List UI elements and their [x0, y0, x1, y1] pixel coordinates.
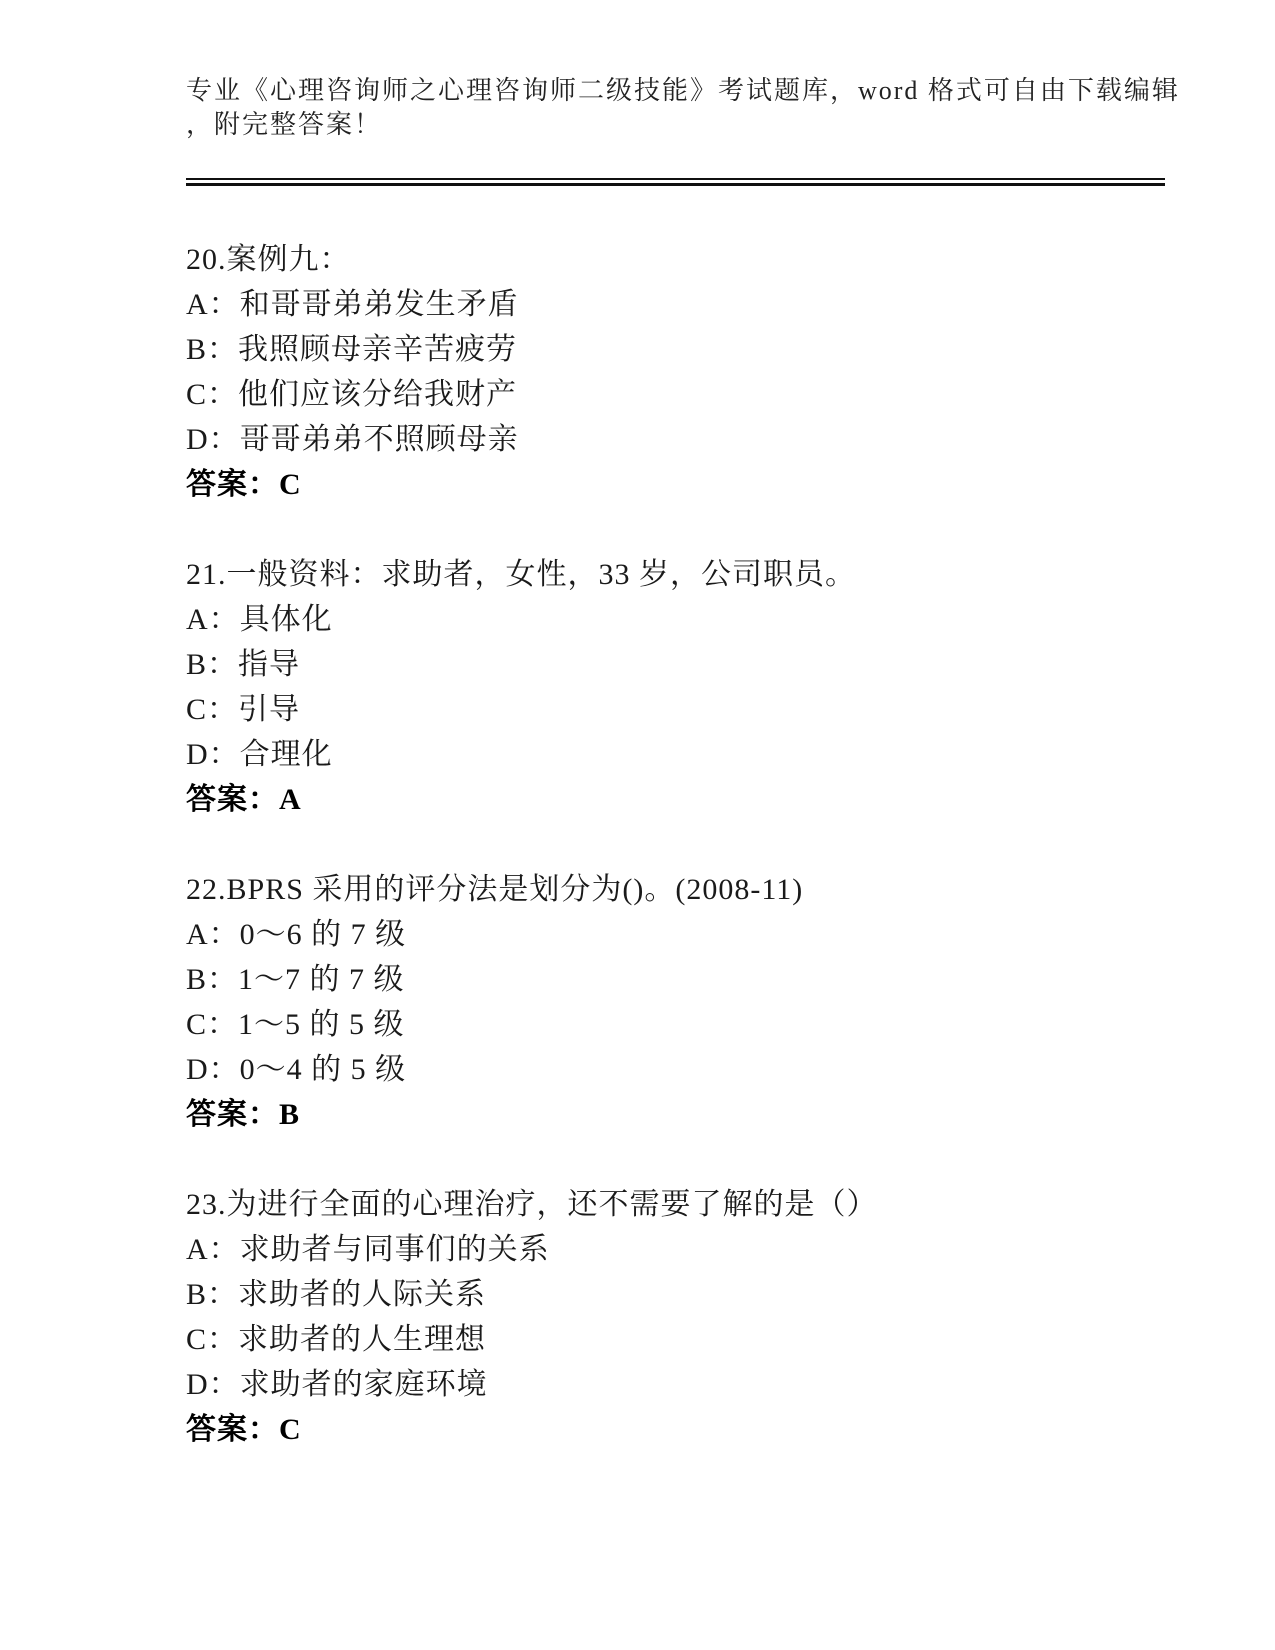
- question-20-answer: 答案：C: [186, 468, 302, 501]
- question-23-stem: 23.为进行全面的心理治疗，还不需要了解的是（）: [186, 1188, 878, 1221]
- question-22-stem: 22.BPRS 采用的评分法是划分为()。(2008-11): [186, 873, 804, 906]
- question-21-option-d: D：合理化: [186, 738, 333, 771]
- question-23-option-a: A：求助者与同事们的关系: [186, 1233, 550, 1266]
- question-20: [186, 237, 1165, 507]
- question-23-answer: 答案：C: [186, 1413, 302, 1446]
- doc-header-line-2: ，附完整答案！: [186, 110, 383, 139]
- question-20-option-d: D：哥哥弟弟不照顾母亲: [186, 423, 519, 456]
- question-21-stem: 21.一般资料：求助者，女性，33 岁，公司职员。: [186, 558, 856, 591]
- questions-area: [186, 237, 1165, 1452]
- question-23: [186, 1182, 1165, 1452]
- question-22-option-a: A：0～6 的 7 级: [186, 918, 407, 951]
- question-22: [186, 867, 1165, 1137]
- header-separator-rule: [186, 178, 1165, 186]
- question-22-option-d: D：0～4 的 5 级: [186, 1053, 407, 1086]
- question-21-answer: 答案：A: [186, 783, 302, 816]
- question-22-option-c: C：1～5 的 5 级: [186, 1008, 405, 1041]
- question-21-option-c: C：引导: [186, 693, 301, 726]
- doc-header-line-1: 专业《心理咨询师之心理咨询师二级技能》考试题库，word 格式可自由下载编辑: [186, 76, 1180, 105]
- question-20-option-b: B：我照顾母亲辛苦疲劳: [186, 333, 518, 366]
- question-20-option-a: A：和哥哥弟弟发生矛盾: [186, 288, 519, 321]
- question-23-option-d: D：求助者的家庭环境: [186, 1368, 488, 1401]
- question-21-option-a: A：具体化: [186, 603, 333, 636]
- doc-header: [186, 74, 1180, 142]
- question-23-option-b: B：求助者的人际关系: [186, 1278, 487, 1311]
- question-22-answer: 答案：B: [186, 1098, 301, 1131]
- question-20-stem: 20.案例九：: [186, 243, 351, 276]
- question-21: [186, 552, 1165, 822]
- question-22-option-b: B：1～7 的 7 级: [186, 963, 405, 996]
- question-20-option-c: C：他们应该分给我财产: [186, 378, 518, 411]
- question-23-option-c: C：求助者的人生理想: [186, 1323, 487, 1356]
- question-21-option-b: B：指导: [186, 648, 301, 681]
